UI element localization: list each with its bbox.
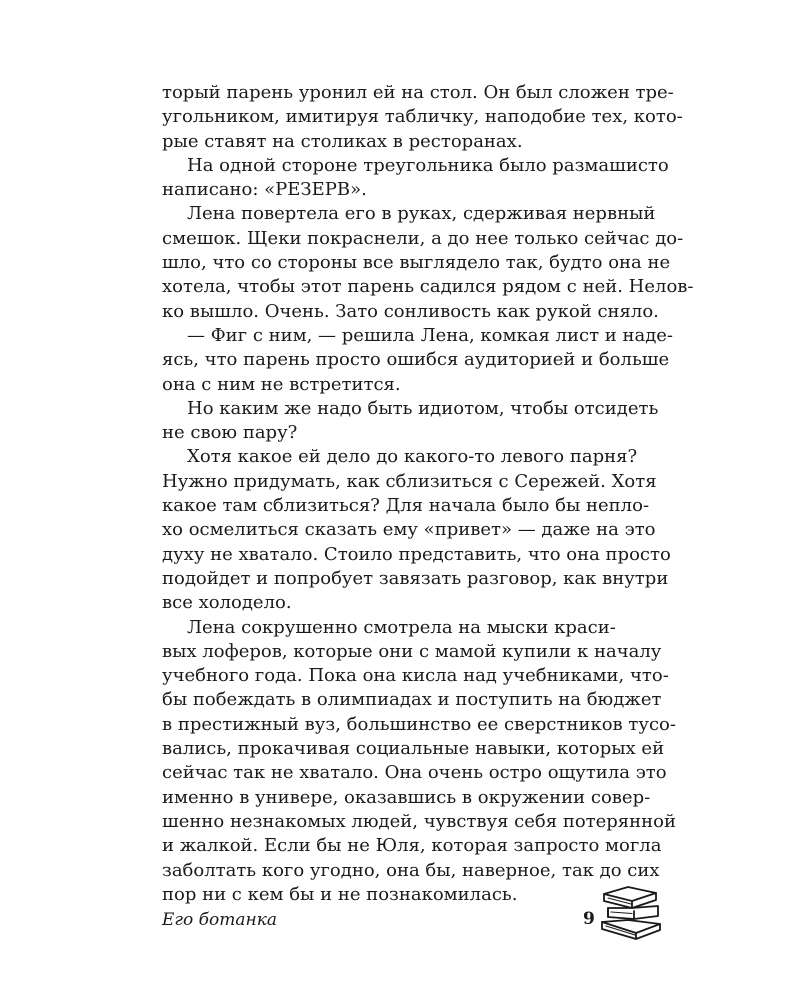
book-stack-icon xyxy=(598,884,664,940)
text-line: угольником, имитируя табличку, наподобие тех, кото- xyxy=(162,106,683,128)
text-line: написано: «РЕЗЕРВ». xyxy=(162,179,367,201)
text-line: подойдет и попробует завязать разговор, как внутри xyxy=(162,567,669,589)
text-line: — Фиг с ним, — решила Лена, комкая лист и наде- xyxy=(187,324,674,346)
text-line: Лена повертела его в руках, сдерживая нервный xyxy=(187,203,656,225)
running-footer-title: Его ботанка xyxy=(162,910,277,930)
text-line: Хотя какое ей дело до какого-то левого парня? xyxy=(187,446,638,468)
text-line: заболтать кого угодно, она бы, наверное, так до сих xyxy=(162,859,660,881)
body-text xyxy=(162,81,694,907)
text-line: шенно незнакомых людей, чувствуя себя потерянной xyxy=(162,810,676,832)
text-line: шло, что со стороны все выглядело так, будто она не xyxy=(162,252,671,274)
text-line: бы побеждать в олимпиадах и поступить на бюджет xyxy=(162,689,662,711)
text-line: рые ставят на столиках в ресторанах. xyxy=(162,130,523,152)
text-line: она с ним не встретится. xyxy=(162,373,401,395)
text-line: Нужно придумать, как сблизиться с Сережей. Хотя xyxy=(162,470,657,492)
text-line: Но каким же надо быть идиотом, чтобы отсидеть xyxy=(187,397,659,419)
text-line: все холодело. xyxy=(162,592,292,614)
text-line: торый парень уронил ей на стол. Он был сложен тре- xyxy=(162,82,674,103)
text-line: вых лоферов, которые они с мамой купили к началу xyxy=(162,640,662,662)
text-line: какое там сблизиться? Для начала было бы непло- xyxy=(162,495,650,517)
text-line: пор ни с кем бы и не познакомилась. xyxy=(162,883,518,905)
text-line: именно в универе, оказавшись в окружении совер- xyxy=(162,786,651,808)
text-line: и жалкой. Если бы не Юля, которая запросто могла xyxy=(162,835,662,857)
text-line: вались, прокачивая социальные навыки, которых ей xyxy=(162,738,665,760)
text-line: Лена сокрушенно смотрела на мыски краси- xyxy=(187,616,616,638)
page-number: 9 xyxy=(583,909,595,929)
text-line: хо осмелиться сказать ему «привет» — даже на это xyxy=(162,519,656,541)
text-line: ясь, что парень просто ошибся аудиторией и больше xyxy=(162,349,670,371)
text-line: ко вышло. Очень. Зато сонливость как рукой сняло. xyxy=(162,300,659,322)
text-line: хотела, чтобы этот парень садился рядом с ней. Нелов- xyxy=(162,276,694,298)
text-line: На одной стороне треугольника было размашисто xyxy=(187,154,669,176)
text-line: не свою пару? xyxy=(162,422,298,444)
text-line: смешок. Щеки покраснели, а до нее только сейчас до- xyxy=(162,227,684,249)
text-line: учебного года. Пока она кисла над учебниками, что- xyxy=(162,665,669,687)
text-line: в престижный вуз, большинство ее сверстников тусо- xyxy=(162,713,676,735)
text-line: сейчас так не хватало. Она очень остро ощутила это xyxy=(162,762,667,784)
text-line: духу не хватало. Стоило представить, что она просто xyxy=(162,543,671,565)
